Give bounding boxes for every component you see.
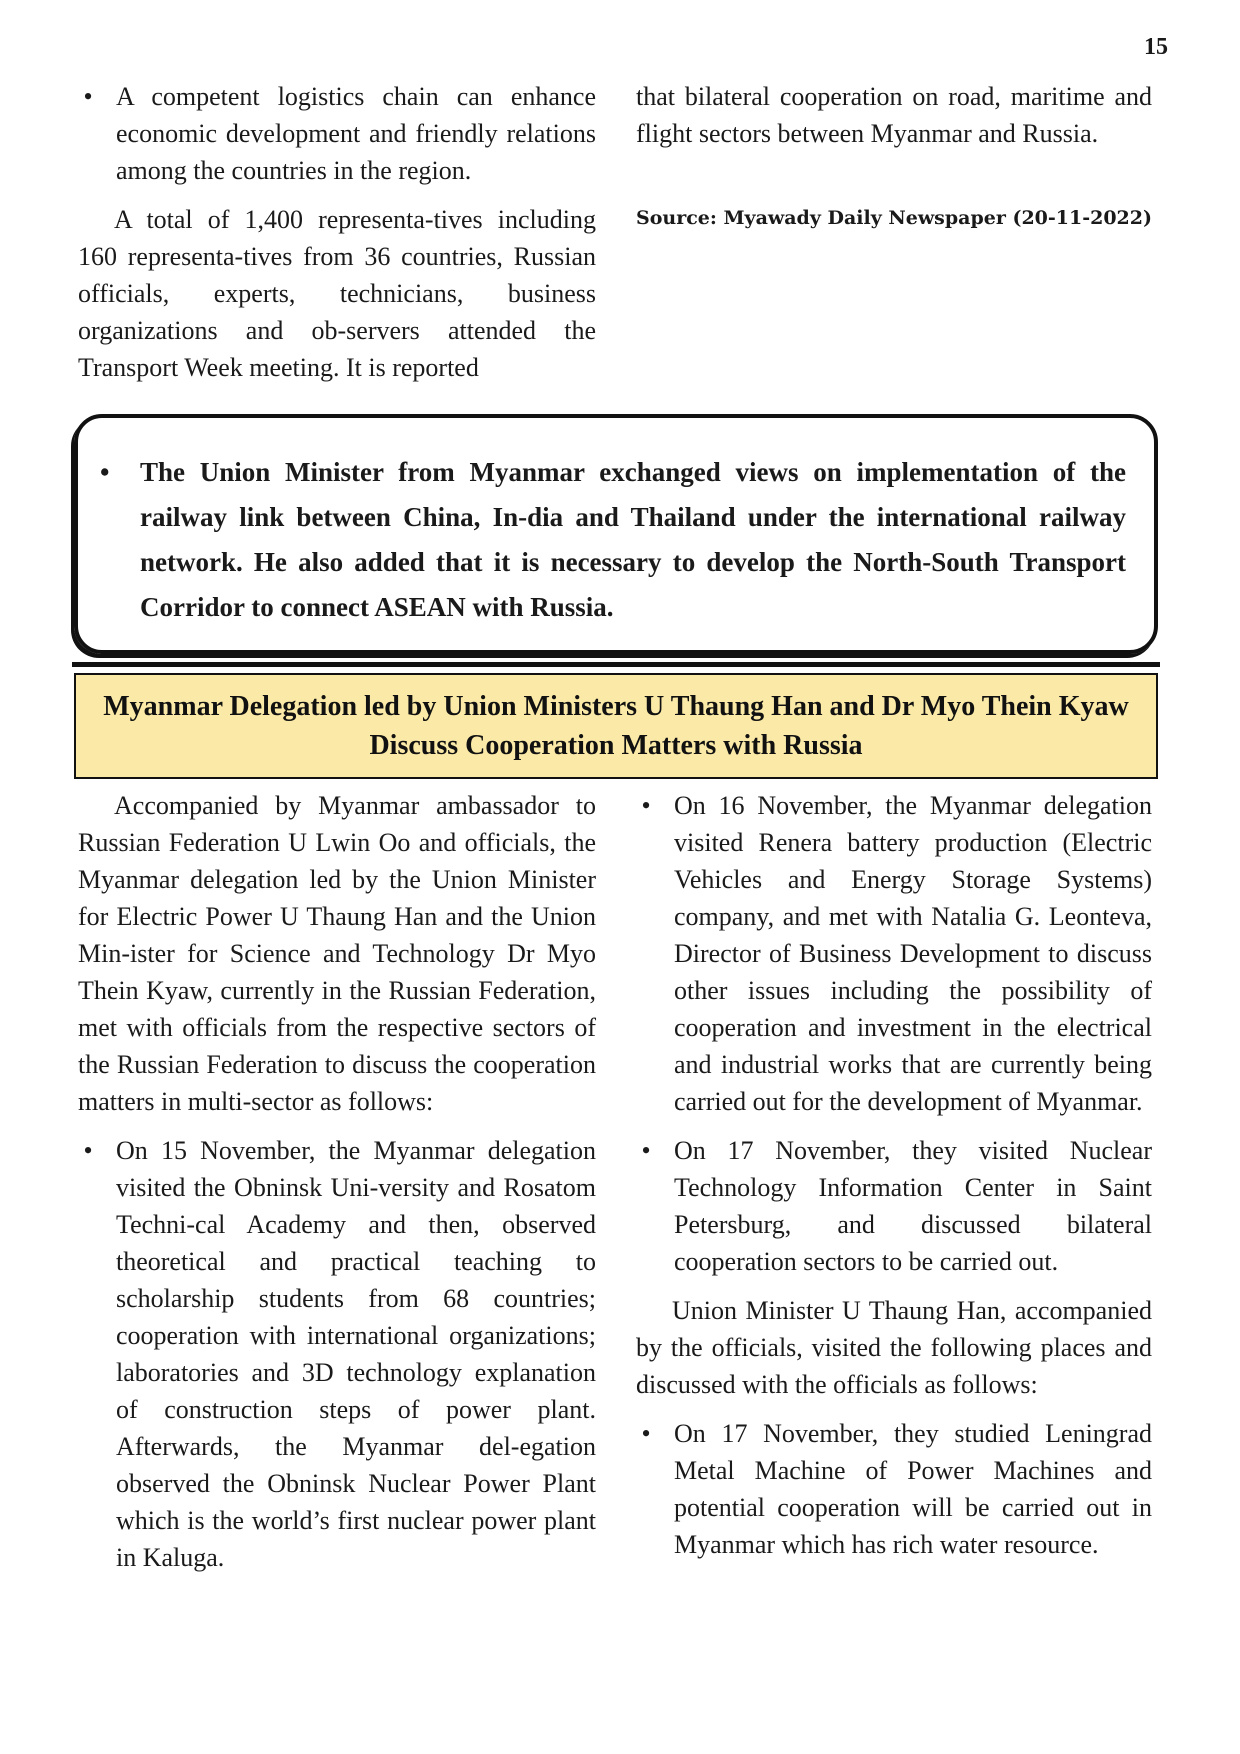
article-right-column: [636, 787, 1152, 1575]
paragraph: Accompanied by Myanmar ambassador to Russian Federation U Lwin Oo and officials, the Myanmar delegation led by the Union Minister for Electric Power U Thaung Han and the Union Min-ister for Science and Technology Dr Myo Thein Kyaw, currently in the Russian Federation, met with officials from the respective sectors of the Russian Federation to discuss the cooperation matters in multi-sector as follows:: [78, 791, 596, 1116]
source-citation: Source: Myawady Daily Newspaper (20-11-2022): [636, 207, 1152, 229]
list-item: [636, 1132, 1152, 1280]
paragraph: A total of 1,400 representa-tives including 160 representa-tives from 36 countries, Russian officials, experts, technicians, business organizations and ob-servers attended the Transport Week meeting. It is reported: [78, 205, 596, 382]
article-right-bullet-list-2: [636, 1415, 1152, 1563]
bullet-icon: •: [641, 791, 651, 820]
bullet-icon: •: [641, 1136, 651, 1165]
bullet-text: On 17 November, they visited Nuclear Technology Information Center in Saint Petersburg, and discussed bilateral cooperation sectors to be carried out.: [674, 1136, 1152, 1276]
list-item: [78, 78, 596, 189]
bullet-text: On 16 November, the Myanmar delegation visited Renera battery production (Electric Vehicles and Energy Storage Systems) company, and met with Natalia G. Leonteva, Director of Business Development to discuss other issues including the possibility of cooperation and investment in the electrical and industrial works that are currently being carried out for the development of Myanmar.: [674, 791, 1152, 1116]
list-item: [636, 1415, 1152, 1563]
article-left-bullet-list: [78, 1132, 596, 1576]
top-right-column: [636, 78, 1152, 237]
article-left-column: [78, 787, 596, 1588]
bullet-text: On 15 November, the Myanmar delegation visited the Obninsk Uni-versity and Rosatom Techni-cal Academy and then, observed theoretical and practical teaching to scholarship students from 68 countries; cooperation with international organizations; laboratories and 3D technology explanation of construction steps of power plant. Afterwards, the Myanmar del-egation observed the Obninsk Nuclear Power Plant which is the world’s first nuclear power plant in Kaluga.: [116, 1136, 596, 1572]
heading-rule: [72, 662, 1160, 667]
callout-text: The Union Minister from Myanmar exchanged views on implementation of the railway link between China, In-dia and Thailand under the international railway network. He also added that it is necessary to develop the North-South Transport Corridor to connect ASEAN with Russia.: [140, 457, 1126, 622]
callout-list: [100, 450, 1126, 630]
bullet-icon: •: [83, 82, 93, 111]
bullet-icon: •: [83, 1136, 93, 1165]
callout-box: [74, 414, 1158, 654]
list-item: [636, 787, 1152, 1120]
list-item: [78, 1132, 596, 1576]
paragraph: that bilateral cooperation on road, maritime and flight sectors between Myanmar and Russia.: [636, 82, 1152, 148]
list-item: [100, 450, 1126, 630]
top-left-column: [78, 78, 596, 398]
top-left-bullet-list: [78, 78, 596, 189]
bullet-icon: •: [641, 1419, 651, 1448]
bullet-text: A competent logistics chain can enhance economic development and friendly relations among the countries in the region.: [116, 82, 596, 185]
bullet-text: On 17 November, they studied Leningrad Metal Machine of Power Machines and potential cooperation will be carried out in Myanmar which has rich water resource.: [674, 1419, 1152, 1559]
article-right-bullet-list: [636, 787, 1152, 1280]
bullet-icon: •: [100, 457, 110, 487]
article-title: Myanmar Delegation led by Union Ministers U Thaung Han and Dr Myo Thein Kyaw Discuss Cooperation Matters with Russia: [74, 673, 1158, 779]
page-number: 15: [1144, 34, 1168, 60]
paragraph: Union Minister U Thaung Han, accompanied by the officials, visited the following places and discussed with the officials as follows:: [636, 1296, 1152, 1399]
